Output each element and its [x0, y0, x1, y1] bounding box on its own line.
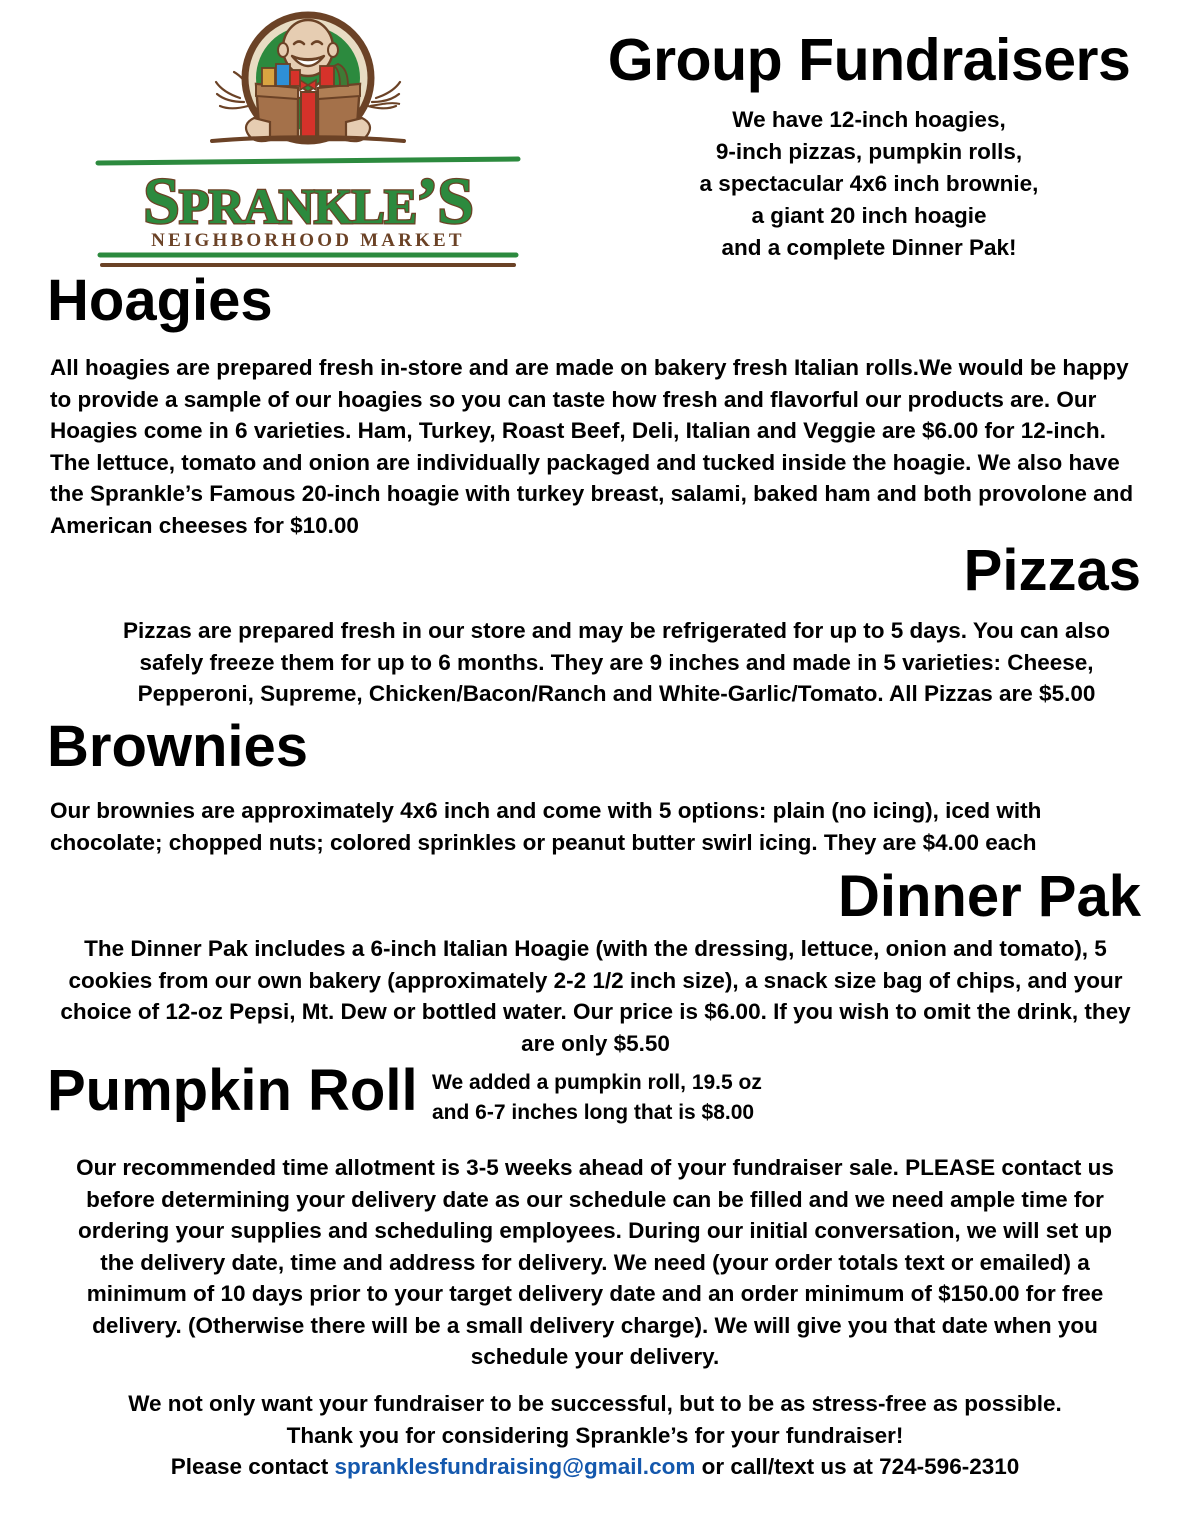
page-header — [0, 0, 1187, 280]
section-heading-hoagies: Hoagies — [47, 268, 273, 333]
contact-prefix: Please contact — [170, 1454, 335, 1479]
contact-line — [95, 1451, 1095, 1483]
section-heading-pumpkin-roll: Pumpkin Roll — [47, 1058, 418, 1123]
pumpkin-roll-line: We added a pumpkin roll, 19.5 oz — [432, 1071, 762, 1094]
header-intro — [566, 104, 1172, 264]
section-body-dinner-pak: The Dinner Pak includes a 6-inch Italian Hoagie (with the dressing, lettuce, onion and tomato), 5 cookies from our own bakery (approximately 2-2 1/2 inch size), a snack size bag of chips, and your choice of 12-oz Pepsi, Mt. Dew or bottled water. Our price is $6.00. If you wish to omit the drink, they are only $5.50 — [60, 936, 1131, 1056]
header-intro-line: We have 12-inch hoagies, — [732, 107, 1006, 133]
header-intro-line: a spectacular 4x6 inch brownie, — [699, 171, 1039, 197]
header-text-block — [566, 27, 1172, 264]
closing-block — [95, 1388, 1095, 1483]
section-body-brownies: Our brownies are approximately 4x6 inch and come with 5 options: plain (no icing), iced with chocolate; chopped nuts; colored sprinkles or peanut butter swirl icing. They are $4.00 each — [50, 798, 1042, 855]
section-body-pizzas: Pizzas are prepared fresh in our store and may be refrigerated for up to 5 days. You can also safely freeze them for up to 6 months. They are 9 inches and made in 5 varieties: Cheese, Pepperoni, Supreme, Chicken/Bacon/Ranch and White-Garlic/Tomato. All Pizzas are $5.00 — [123, 618, 1110, 706]
grocer-emblem-icon — [210, 6, 406, 158]
section-body-pumpkin-roll — [432, 1068, 852, 1129]
svg-text:SPRANKLE’S: SPRANKLE’S — [143, 165, 473, 238]
pumpkin-roll-line: and 6-7 inches long that is $8.00 — [432, 1101, 755, 1125]
section-body-hoagies: All hoagies are prepared fresh in-store and are made on bakery fresh Italian rolls.We would be happy to provide a sample of our hoagies so you can taste how fresh and flavorful our products are. Our Hoagies come in 6 varieties. Ham, Turkey, Roast Beef, Deli, Italian and Veggie are $6.00 for 12-inch. The lettuce, tomato and onion are individually packaged and tucked inside the hoagie. We also have the Sprankle’s Famous 20-inch hoagie with turkey breast, salami, baked ham and both provolone and American cheeses for $10.00 — [50, 355, 1134, 538]
closing-line-1: We not only want your fundraiser to be successful, but to be as stress-free as possible. — [128, 1391, 1062, 1416]
sprankles-wordmark — [88, 151, 528, 269]
page-title: Group Fundraisers — [607, 27, 1131, 93]
svg-text:NEIGHBORHOOD MARKET: NEIGHBORHOOD MARKET — [151, 230, 465, 251]
section-heading-dinner-pak: Dinner Pak — [838, 864, 1141, 929]
header-intro-line: and a complete Dinner Pak! — [721, 234, 1017, 260]
sprankles-logo — [88, 6, 528, 268]
section-heading-pizzas: Pizzas — [963, 538, 1141, 603]
header-intro-line: 9-inch pizzas, pumpkin rolls, — [715, 139, 1023, 165]
ordering-timeline-paragraph: Our recommended time allotment is 3-5 weeks ahead of your fundraiser sale. PLEASE contact us before determining your delivery date as our schedule can be filled and we need ample time for ordering your supplies and scheduling employees. During our initial conversation, we will set up the delivery date, time and address for delivery. We need (your order totals text or emailed) a minimum of 10 days prior to your target delivery date and an order minimum of $150.00 for free delivery. (Otherwise there will be a small delivery charge). We will give you that date when you schedule your delivery. — [76, 1155, 1114, 1369]
contact-suffix: or call/text us at 724-596-2310 — [695, 1454, 1020, 1479]
email-link[interactable]: spranklesfundraising@gmail.com — [334, 1454, 696, 1479]
closing-line-2: Thank you for considering Sprankle’s for your fundraiser! — [286, 1422, 904, 1448]
section-heading-brownies: Brownies — [47, 714, 309, 779]
header-intro-line: a giant 20 inch hoagie — [751, 202, 987, 228]
